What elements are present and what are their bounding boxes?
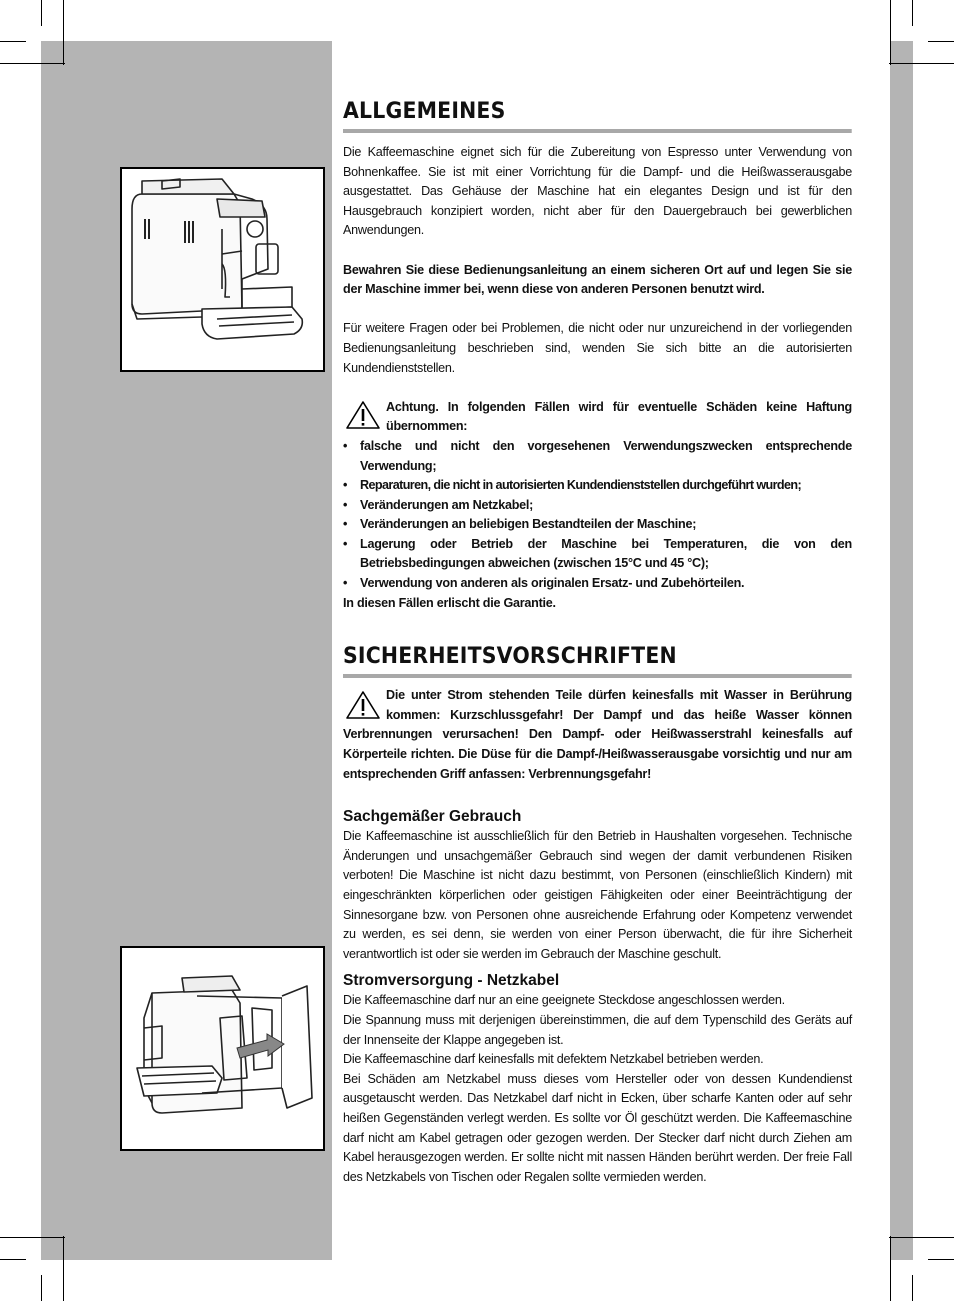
warranty-note: In diesen Fällen erlischt die Garantie.	[343, 595, 556, 610]
intro-paragraph: Die Kaffeemaschine eignet sich für die Zubereitung von Espresso unter Verwendung von Bohnenkaffee. Sie ist mit einer Vorrichtung für die Dampf- und die Heißwasserausgabe ausgestattet. Das Gehäuse der Maschine hat ein elegantes Design und ist für den Hausgebrauch konzipiert worden, nicht aber für den Dauergebrauch bei gewerblichen Anwendungen.	[343, 145, 852, 238]
proper-use-paragraph: Die Kaffeemaschine ist ausschließlich für den Betrieb in Haushalten vorgesehen. Technische Änderungen und unsachgemäßer Gebrauch sind wegen der damit verbundenen Risiken verboten! Die Maschine ist nicht dazu bestimmt, von Personen (einschließlich Kindern) mit eingeschränkten körperlichen oder geistigen Fähigkeiten oder einer Beeinträchtigung der Sinnesorgane bzw. von Personen ohne ausreichende Erfahrung oder Kompetenz verwendet zu werden, es sei denn, sie werden von einer Person überwacht, die für ihre Sicherheit verantwortlich ist oder sie werden im Gebrauch der Maschine geschult.	[343, 829, 852, 961]
list-item: • Veränderungen am Netzkabel;	[343, 496, 852, 516]
power-cable-line: Bei Schäden am Netzkabel muss dieses vom Hersteller oder von dessen Kundendienst ausgetauscht werden. Das Netzkabel darf nicht in Ecken, über scharfe Kanten oder auf sehr heißen Gegenständen verlegt werden. Es sollte vor Öl geschützt werden. Die Kaffeemaschine darf nicht am Kabel getragen oder gezogen werden. Der Stecker darf nicht durch Ziehen am Kabel herausgezogen werden. Er sollte nicht mit nassen Händen berührt werden. Der freie Fall des Netzkabels von Tischen oder Regalen sollte vermieden werden.	[343, 1071, 852, 1184]
warning-triangle-icon	[343, 690, 383, 720]
list-item: • falsche und nicht den vorgesehenen Verwendungszwecken entsprechende Verwendung;	[343, 437, 852, 476]
safety-warning-text: Die unter Strom stehenden Teile dürfen keinesfalls mit Wasser in Berührung kommen: Kurzschlussgefahr! Der Dampf und das heiße Wasser können Verbrennungen verursachen! Den Dampf- oder Heißwasserstrahl keinesfalls auf Körperteile richten. Die Düse für die Dampf-/Heißwasserausgabe vorsichtig und nur am entsprechenden Griff anfassen: Verbrennungsgefahr!	[343, 688, 852, 781]
power-cable-line: Die Kaffeemaschine darf keinesfalls mit defektem Netzkabel betrieben werden.	[343, 1052, 764, 1067]
keep-manual-note: Bewahren Sie diese Bedienungsanleitung an einem sicheren Ort auf und legen Sie sie der Maschine immer bei, wenn diese von anderen Personen benutzt wird.	[343, 262, 852, 297]
liability-list	[343, 437, 852, 594]
customer-service-paragraph: Für weitere Fragen oder bei Problemen, die nicht oder nur unzureichend in der vorliegenden Bedienungsanleitung beschrieben sind, wenden Sie sich bitte an die autorisierten Kundendienststellen.	[343, 321, 852, 375]
section-title-sicherheitsvorschriften: SICHERHEITSVORSCHRIFTEN	[343, 641, 852, 678]
list-item: • Reparaturen, die nicht in autorisierten Kundendienststellen durchgeführt wurden;	[343, 476, 852, 496]
safety-warning	[343, 686, 852, 784]
list-item: • Veränderungen an beliebigen Bestandteilen der Maschine;	[343, 515, 852, 535]
list-item: • Verwendung von anderen als originalen Ersatz- und Zubehörteilen.	[343, 574, 852, 594]
subheading-power-cable: Stromversorgung - Netzkabel	[343, 972, 560, 990]
liability-warning-text: Achtung. In folgenden Fällen wird für eventuelle Schäden keine Haftung übernommen:	[386, 399, 852, 434]
list-item: • Lagerung oder Betrieb der Maschine bei Temperaturen, die von den Betriebsbedingungen abweichen (zwischen 15°C und 45 °C);	[343, 535, 852, 574]
subheading-proper-use: Sachgemäßer Gebrauch	[343, 808, 522, 826]
open-side-door-illustration	[120, 946, 325, 1151]
warning-triangle-icon	[343, 400, 383, 430]
coffee-machine-illustration	[120, 167, 325, 372]
right-margin-panel	[890, 41, 913, 1260]
section-title-allgemeines: ALLGEMEINES	[343, 96, 852, 133]
power-cable-line: Die Kaffeemaschine darf nur an eine geeignete Steckdose angeschlossen werden.	[343, 993, 785, 1008]
main-content	[343, 96, 852, 1187]
power-cable-line: Die Spannung muss mit derjenigen übereinstimmen, die auf dem Typenschild des Geräts auf der Innenseite der Klappe angegeben ist.	[343, 1012, 852, 1047]
liability-warning	[343, 398, 852, 437]
